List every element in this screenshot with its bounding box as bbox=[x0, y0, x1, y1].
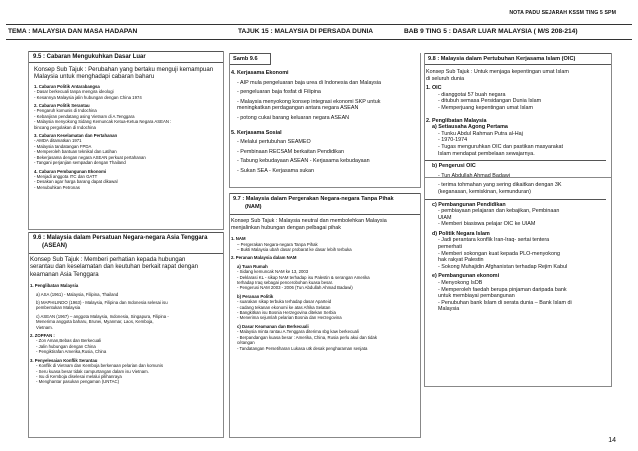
section-9-7-line: - Berpandangan kuasa besar : Amerika, China, Rusia perlu akui dan tidak bbox=[237, 334, 377, 340]
samb-9-6-line: - potong cukai barang keluaran negara ASEAN bbox=[237, 114, 350, 121]
section-9-5-title: 9.5 : Cabaran Mengukuhkan Dasar Luar bbox=[33, 54, 146, 60]
section-9-7-konsep-line: menjalinkan hubungan dengan pelbagai pihak bbox=[231, 224, 342, 231]
section-9-7-line: - cadang tekanan ekonomi ke atas Afrika Selatan bbox=[237, 304, 331, 310]
section-9-8-line: hak rakyat Palestin bbox=[438, 257, 484, 264]
samb-9-6-line: - Sukan SEA - Kerjasama sukan bbox=[237, 167, 315, 174]
section-9-7-subtitle: (NAM) bbox=[245, 204, 262, 210]
tajuk-label: TAJUK 15 : MALAYSIA DI PERSADA DUNIA bbox=[238, 28, 374, 35]
section-9-6-line: a) ASA (1961) - Malaysia, Filipina, Thailand bbox=[36, 291, 119, 297]
section-9-8-line: - Menyokong IsDB bbox=[438, 280, 483, 287]
section-9-5-item-line: - Bekerjasama dengan negara ASEAN perkuat pertahanan bbox=[34, 154, 146, 160]
section-9-8-line: - Memberi biasiswa pelajar OIC ke UIAM bbox=[438, 221, 536, 228]
section-9-8-line: pemerhati bbox=[438, 244, 462, 251]
section-9-8-konsep-line: Konsep Sub Tajuk : Untuk menjaga kepentingan umat Islam bbox=[426, 69, 569, 75]
tema-label: TEMA : MALAYSIA DAN MASA HADAPAN bbox=[8, 28, 138, 35]
section-9-5-item-line: - Memperoleh bantuan teknikal dan Latihan bbox=[34, 149, 117, 155]
section-9-7-line: - Tandatangan Persetiharan Lukasa utk desak pengharaman senjata bbox=[237, 345, 368, 351]
section-9-5-item-line: - Malaysia menyokong Sidang Kemuncak Ketua-Ketua Negara ASEAN : bbox=[34, 119, 172, 125]
section-9-8-line: - Tugas menguruhkan OIC dan pastikan masyarakat bbox=[438, 143, 563, 150]
section-9-8-line: - pembiayaan pelajaran dan kebajikan, Pembinaan bbox=[438, 208, 560, 215]
bab-label: BAB 9 TING 5 : DASAR LUAR MALAYSIA ( M/S 208-214) bbox=[404, 28, 578, 35]
section-9-7-subpoint: a) Tuan Rumah bbox=[237, 263, 268, 269]
left-column-lower-frame bbox=[28, 232, 224, 438]
section-9-7-line: - Deklarasi KL - sikap NAM terhadap isu Palestin & serangan Amerika bbox=[237, 274, 370, 280]
section-9-7-line: - Sidang kemuncak NAM ke 13, 2003 bbox=[237, 269, 309, 275]
section-9-7-line: terhadap Iraq sebagai pencerobohan kuasa besar. bbox=[237, 280, 334, 286]
section-9-8-title: 9.8 : Malaysia dalam Pertubuhan Kerjasama Islam (OIC) bbox=[428, 56, 576, 62]
section-9-8-line: - dianggotai 57 buah negara bbox=[438, 91, 506, 98]
section-9-6-konsep-line: keamanan Asia Tenggara bbox=[30, 270, 99, 278]
section-9-5-item-line: - Kebanjiran pendatang asing Vietnam di A.Tenggara bbox=[34, 113, 135, 119]
section-9-5-item-heading: 2. Cabaran Politik Serantau bbox=[34, 103, 90, 109]
section-9-7-konsep-line: Konsep Sub Tajuk : Malaysia neutral dan membolehkan Malaysia bbox=[231, 218, 387, 224]
section-9-8-subpoint: a) Setiausaha Agong Pertama bbox=[432, 124, 508, 131]
section-9-6-line: Vietnam. bbox=[36, 324, 53, 330]
section-9-8-line: Islam mendapat pembelaan sewajarnya. bbox=[438, 150, 535, 157]
section-9-5-item-line: - Kesannya Malaysia jalin hubungan dengan China 1974 bbox=[34, 94, 142, 100]
section-9-7-line: - suarakan sikap terbuka terhadap dasar Aparteid bbox=[237, 299, 332, 305]
section-9-7-title: 9.7 : Malaysia dalam Pergerakan Negara-negara Tanpa Pihak bbox=[233, 196, 394, 202]
header-note: NOTA PADU SEJARAH KSSM TING 5 SPM bbox=[509, 10, 616, 16]
section-9-5-item-heading: 1. Cabaran Politik Antarabangsa bbox=[34, 83, 100, 89]
section-9-8-line: (keganasan, kemiskinan, kemunduran) bbox=[438, 188, 531, 195]
section-9-8-subpoint: e) Pembangunan ekonomi bbox=[432, 273, 500, 280]
section-9-8-line: untuk membiayai pembangunan bbox=[438, 293, 515, 300]
middle-column-frame bbox=[229, 53, 421, 188]
section-9-7-point: 2. Peranan Malaysia dalam NAM bbox=[231, 255, 297, 261]
section-9-8-line: - Tunku Abdul Rahman Putra al-Haj bbox=[438, 130, 523, 137]
section-9-5-item-line: - Dasar berkecuali tanpa mengira ideologi bbox=[34, 89, 114, 95]
samb-9-6-title: Samb 9.6 bbox=[233, 56, 258, 62]
section-9-6-line: - Pengiktirafan Amerika,Rusia, China bbox=[36, 349, 107, 355]
right-column-frame bbox=[424, 53, 612, 178]
section-9-8-subpoint: b) Pengerusi OIC bbox=[432, 163, 476, 170]
section-9-6-konsep-line: serantau dan keselamatan dan keutuhan berkait rapat dengan bbox=[30, 263, 199, 271]
section-9-5-item-line: - Malaysia tandatangan FPDA bbox=[34, 143, 92, 149]
section-9-6-subtitle: (ASEAN) bbox=[42, 243, 67, 249]
section-9-5-item-line: - Tangani perjanjian sempadan dengan Thailand bbox=[34, 160, 126, 166]
section-9-8-line: - Memberi sokongan kuat kepada PLO-menyokong bbox=[438, 250, 560, 257]
section-9-5-item-line: bincang pergolakan di Indochina bbox=[34, 124, 96, 130]
samb-9-6-line: meningkatkan perdagangan antara negara ASEAN bbox=[237, 105, 359, 112]
section-9-6-line: pembentukan Malaysia bbox=[36, 305, 81, 311]
samb-9-6-line: - Pembinaan RECSAM berkaitan Pendidikan bbox=[237, 148, 344, 155]
section-9-7-subpoint: b) Peranan Politik bbox=[237, 293, 274, 299]
section-9-7-line: - Malaysia minta rantau A.Tenggara diterima sbg kaw berkecuali bbox=[237, 329, 359, 335]
section-9-8-subpoint: c) Pembangunan Pendidikan bbox=[432, 201, 506, 208]
section-9-6-line: Menerima anggota baharu, Brunei, Myanmar, Laos, Kemboja, bbox=[36, 319, 154, 325]
section-9-7-point: 1. NAM bbox=[231, 236, 246, 242]
section-9-8-line: - Penubuhan bank Islam di serata dunia – Bank Islam di bbox=[438, 299, 572, 306]
right-column-lower-frame bbox=[424, 178, 612, 387]
section-9-8-line: - Memperoleh faedah berupa pinjaman daripada bank bbox=[438, 286, 567, 293]
samb-9-6-line: - Malaysia menyokong konsep integrasi ekonomi SKP untuk bbox=[237, 98, 381, 105]
section-9-5-konsep-line: Malaysia untuk menghadapi cabaran baharu bbox=[34, 73, 155, 81]
section-9-7-line: – Pergerakan Negara-negara Tanpa Pihak bbox=[237, 241, 318, 247]
section-9-6-line: - Menghantar pasukan pengaman (UNTAC) bbox=[36, 379, 120, 385]
section-9-8-line: - ditubuh semasa Persidangan Dunia Islam bbox=[438, 98, 542, 105]
section-9-6-line: b) MAPHILINDO (1963) - Malaysia, Filipina dan Indonesia selesai isu bbox=[36, 300, 168, 306]
section-9-5-item-line: - Desakan agar harga barang dapat dikawal bbox=[34, 179, 118, 185]
section-9-6-line: - Konflik di Vietnam dan Kemboja berkenaan pelarian dan komunis bbox=[36, 363, 163, 369]
section-9-7-line: cétangan bbox=[237, 340, 255, 346]
section-9-8-line: Malaysia bbox=[438, 306, 460, 313]
left-column-frame bbox=[28, 51, 224, 230]
section-9-5-item-heading: 4. Cabaran Pembangunan Ekonomi bbox=[34, 168, 107, 174]
samb-9-6-line: - Melalui pertubuhan SEAMEO bbox=[237, 139, 311, 146]
section-9-6-title: 9.6 : Malaysia dalam Persatuan Negara-negara Asia Tenggara bbox=[33, 235, 208, 241]
section-9-6-line: c) ASEAN (1967) – anggota Malaysia, Indonesia, Singapura, Filipina - bbox=[36, 313, 169, 319]
section-9-8-subpoint: d) Politik Negara Islam bbox=[432, 230, 490, 237]
section-9-6-point: 3. Penyelesaian Konflik Serantau bbox=[30, 357, 98, 363]
section-9-6-point: 1. Penglibatan Malaysia bbox=[30, 283, 79, 289]
page-number: 14 bbox=[608, 437, 616, 444]
section-9-8-point: 2. Penglibatan Malaysia bbox=[426, 117, 487, 124]
section-9-8-line: - Tun Abdullah Ahmad Badawi bbox=[438, 172, 510, 179]
section-9-7-subpoint: c) Dasar Keamanan dan Berkecuali bbox=[237, 323, 309, 329]
middle-column-lower-frame bbox=[229, 193, 421, 438]
section-9-7-line: - Menerima sejumlah pelarian Bosnia dan Herzegovina bbox=[237, 315, 342, 321]
samb-9-6-line: - pengeluaran baja fosfat di Filipina bbox=[237, 89, 321, 96]
section-9-7-line: - Pengerusi NAM 2003 - 2006 (Tun Abdullah Ahmad Badawi) bbox=[237, 285, 353, 291]
section-9-6-line: - Jalin hubungan dengan China bbox=[36, 343, 96, 349]
section-9-8-konsep-line: di seluruh dunia bbox=[426, 75, 465, 82]
samb-9-6-line: - Tabung kebudayaan ASEAN - Kerjasama kebudayaan bbox=[237, 158, 370, 165]
section-9-8-line: - 1970-1974 bbox=[438, 137, 468, 144]
section-9-7-line: - Bangkitkan isu Bosnia Herzegovina ditekan Serbia bbox=[237, 310, 336, 316]
samb-9-6-point: 5. Kerjasama Sosial bbox=[231, 129, 282, 136]
section-9-6-point: 2. ZOPFAN : bbox=[30, 333, 55, 339]
section-9-8-point: 1. OIC bbox=[426, 85, 442, 92]
section-9-8-line: UIAM bbox=[438, 214, 452, 221]
section-9-7-line: – Bukti Malaysia ubah dasar probarat ke dasar lebih terbuka bbox=[237, 247, 352, 252]
section-9-8-line: - terima tohmahan yang sering dikaitkan dengan 3K bbox=[438, 182, 562, 189]
topic-bar bbox=[6, 24, 632, 40]
section-9-5-item-line: - Pengaruh komunis di Indochina bbox=[34, 108, 97, 114]
section-9-8-line: - Memperjuang kepentingan umat Islam bbox=[438, 104, 533, 111]
section-9-8-line: - Sokong Muhajidin Afghanistan terhadap Rejim Kabul bbox=[438, 263, 568, 270]
samb-9-6-line: - AIP mula pengeluaran baja urea di Indonesia dan Malaysia bbox=[237, 79, 382, 86]
section-9-5-item-line: - Menjadi anggota ITC dan GATT bbox=[34, 173, 98, 179]
section-9-5-item-line: - AMDA ditamatkan 1971 bbox=[34, 138, 82, 144]
section-9-6-line: - Seru kuasa besar tidak campurtangan dalam isu Vietnam. bbox=[36, 368, 149, 374]
section-9-8-line: - Jadi perantara konflik Iran-Iraq- sertai tentera bbox=[438, 237, 550, 244]
section-9-6-line: - Zon Aman,Bebas dan Berkecuali bbox=[36, 338, 102, 344]
section-9-5-konsep-line: Konsep Sub Tajuk : Perubahan yang bertaku menguji kemampuan bbox=[34, 66, 214, 73]
section-9-5-item-heading: 3. Cabaran Keselamatan dan Pertahanan bbox=[34, 133, 118, 139]
samb-9-6-point: 4. Kerjasama Ekonomi bbox=[231, 70, 289, 76]
section-9-5-item-line: - Menubuhkan Petronas bbox=[34, 184, 80, 190]
section-9-6-line: - Isu di Kemboja diselesai melalui pilihanraya bbox=[36, 373, 122, 379]
section-9-6-konsep-line: Konsep Sub Tajuk : Memberi perhatian kepada hubungan bbox=[30, 256, 186, 263]
